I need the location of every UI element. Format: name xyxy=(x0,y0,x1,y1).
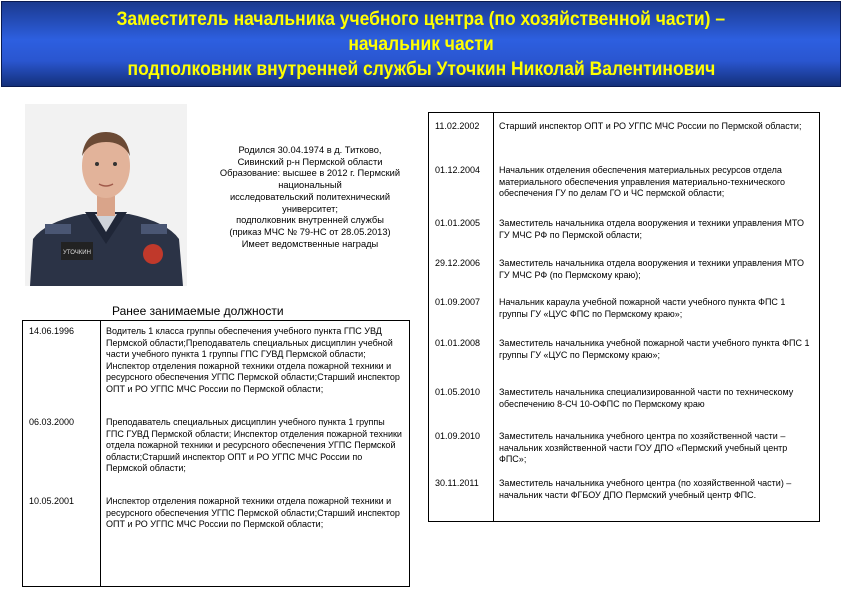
row-text: Заместитель начальника учебного центра по хозяйственной части – начальник хозяйственной части ГОУ ДПО «Пермский учебный центр ФПС»; xyxy=(499,431,788,465)
biography-text xyxy=(205,145,415,250)
bio-line: университет; xyxy=(282,203,338,214)
bio-line: национальный xyxy=(278,180,342,191)
row-date: 01.12.2004 xyxy=(435,165,481,175)
bio-line: исследовательский политехнический xyxy=(229,191,391,202)
row-text: Инспектор отделения пожарной техники отдела пожарной техники и ресурсного обеспечения УГПС Пермской области;Старший инспектор ОПТ и РО УГПС МЧС России по Пермской области; xyxy=(106,496,400,530)
bio-line: Родился 30.04.1974 в д. Титково, xyxy=(238,145,382,155)
row-date: 14.06.1996 xyxy=(29,326,75,336)
column-divider xyxy=(100,321,101,586)
row-date: 06.03.2000 xyxy=(29,417,75,427)
row-date: 30.11.2011 xyxy=(435,478,479,488)
row-text: Начальник отделения обеспечения материальных ресурсов отдела материального обеспечения управления материально-технического обеспечения ГУ по делам ГО и ЧС пермской области; xyxy=(499,165,785,199)
row-text: Водитель 1 класса группы обеспечения учебного пункта ГПС УВД Пермской области;Преподаватель специальных дисциплин учебной части учебного пункта 1 группы ГПС ГУВД Пермской области; Инспектор отделения пожарной техники отдела пожарной техники и ресурсного обеспечения УГПС Пермской области;Старший инспектор ОПТ и РО УГПС МЧС России по Пермской области; xyxy=(106,326,400,394)
row-text: Заместитель начальника учебной пожарной части учебного пункта ФПС 1 группы ГУ «ЦУС по Пермскому краю»; xyxy=(499,338,810,360)
title-line-1: Заместитель начальника учебного центра (по хозяйственной части) – xyxy=(116,8,726,30)
previous-positions-table-right xyxy=(428,112,820,522)
bio-line: Сивинский р-н Пермской области xyxy=(237,156,383,167)
row-date: 01.09.2010 xyxy=(435,431,481,441)
title-line-3: подполковник внутренней службы Уточкин Николай Валентинович xyxy=(127,58,715,80)
row-text: Заместитель начальника специализированной части по техническому обеспечению 8-СЧ 10-ОФПС по Пермскому краю xyxy=(499,387,794,409)
name-badge: УТОЧКИН xyxy=(63,250,91,256)
row-text: Заместитель начальника учебного центра (по хозяйственной части) – начальник части ФГБОУ ДПО Пермский учебный центр ФПС. xyxy=(499,478,792,500)
column-divider xyxy=(493,113,494,521)
row-text: Заместитель начальника отдела вооружения и техники управления МТО ГУ МЧС РФ по Пермской области; xyxy=(499,218,804,240)
row-date: 01.09.2007 xyxy=(435,297,481,307)
bio-line: (приказ МЧС № 79-НС от 28.05.2013) xyxy=(229,226,391,237)
bio-line: Образование: высшее в 2012 г. Пермский xyxy=(219,168,401,179)
row-date: 01.01.2008 xyxy=(435,338,481,348)
row-text: Начальник караула учебной пожарной части учебного пункта ФПС 1 группы ГУ «ЦУС ФПС по Пермскому краю»; xyxy=(499,297,786,319)
row-date: 01.01.2005 xyxy=(435,218,481,228)
row-text: Заместитель начальника отдела вооружения и техники управления МТО ГУ МЧС РФ (по Пермскому краю); xyxy=(499,258,804,280)
row-date: 29.12.2006 xyxy=(435,258,481,268)
row-date: 10.05.2001 xyxy=(29,496,75,506)
row-text: Преподаватель специальных дисциплин учебного пункта 1 группы ГПС ГУВД Пермской области; Инспектор отделения пожарной техники отдела пожарной техники и ресурсного обеспечения УГПС Пермской области;Старший инспектор ОПТ и РО УГПС МЧС России по Пермской области; xyxy=(106,417,402,474)
previous-positions-table-left xyxy=(22,320,410,587)
title-banner xyxy=(1,1,841,87)
bio-line: подполковник внутренней службы xyxy=(236,215,384,226)
bio-line: Имеет ведомственные награды xyxy=(241,238,379,249)
title-line-2: начальник части xyxy=(348,33,494,55)
previous-positions-heading: Ранее занимаемые должности xyxy=(112,304,284,318)
portrait-photo xyxy=(25,104,187,286)
row-date: 01.05.2010 xyxy=(435,387,481,397)
row-date: 11.02.2002 xyxy=(435,121,480,131)
row-text: Старший инспектор ОПТ и РО УГПС МЧС России по Пермской области; xyxy=(499,121,802,131)
